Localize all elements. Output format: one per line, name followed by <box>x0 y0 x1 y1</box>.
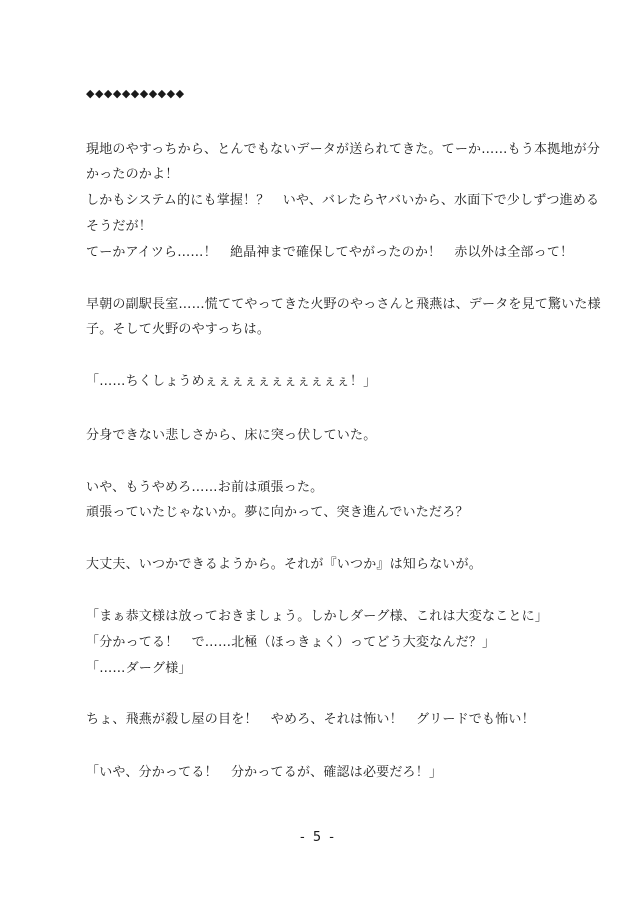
dialogue-line: 「分かってる！ で……北極（ほっきょく）ってどう大変なんだ？」 <box>86 635 496 650</box>
text-line: 分身できない悲しさから、床に突っ伏していた。 <box>86 428 377 443</box>
text-line: 子。そして火野のやすっちは。 <box>86 322 271 337</box>
dialogue-line: 「……ダーグ様」 <box>86 661 192 676</box>
text-line: そうだが！ <box>86 219 153 234</box>
text-line: しかもシステム的にも掌握！？ いや、バレたらヤバいから、水面下で少しずつ進める <box>86 193 600 208</box>
text-line: ちょ、飛燕が殺し屋の目を！ やめろ、それは怖い！ グリードでも怖い！ <box>86 712 535 727</box>
page-number: - 5 - <box>300 830 336 845</box>
text-line: 早朝の副駅長室……慌ててやってきた火野のやっさんと飛燕は、データを見て驚いた様 <box>86 297 601 312</box>
dialogue-line: 「……ちくしょうめぇぇぇぇぇぇぇぇぇぇぇ！」 <box>86 374 377 389</box>
text-line: 大丈夫、いつかできるようから。それが『いつか』は知らないが。 <box>86 557 483 572</box>
section-divider: ◆◆◆◆◆◆◆◆◆◆◆ <box>86 87 185 100</box>
text-line: てーかアイツら……！ 絶晶神まで確保してやがったのか！ 赤以外は全部って！ <box>86 245 574 260</box>
dialogue-line: 「まぁ恭文様は放っておきましょう。しかしダーグ様、これは大変なことに」 <box>86 609 549 624</box>
text-line: いや、もうやめろ……お前は頑張った。 <box>86 480 324 495</box>
text-line: 現地のやすっちから、とんでもないデータが送られてきた。てーか……もう本拠地が分 <box>86 142 601 157</box>
text-line: かったのかよ！ <box>86 167 179 182</box>
dialogue-line: 「いや、分かってる！ 分かってるが、確認は必要だろ！」 <box>86 765 443 780</box>
text-line: 頑張っていたじゃないか。夢に向かって、突き進んでいただろ？ <box>86 505 469 520</box>
